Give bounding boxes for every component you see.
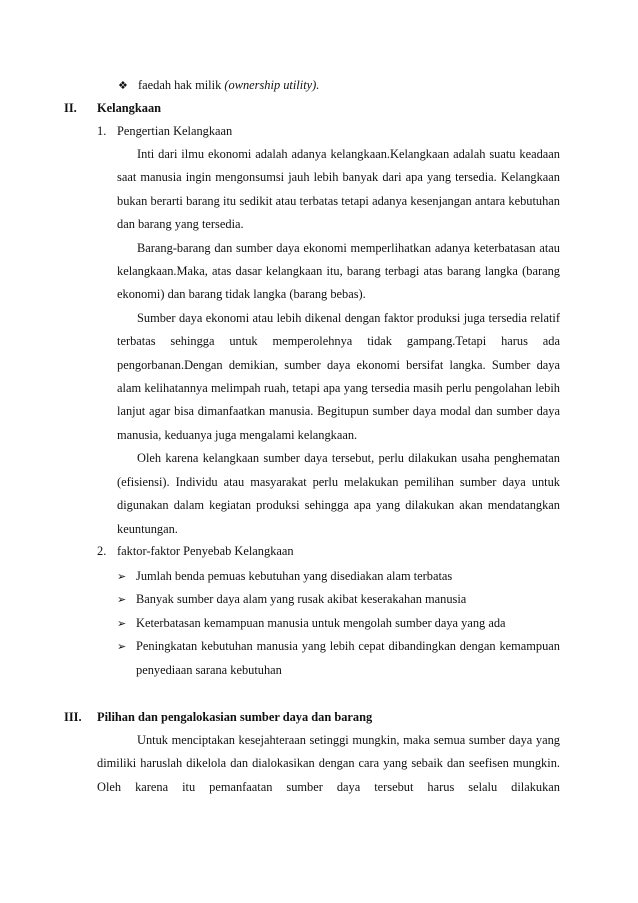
- diamond-bullet-icon: ❖: [118, 79, 128, 92]
- item-2-title: faktor-faktor Penyebab Kelangkaan: [117, 544, 294, 558]
- section-iii-paragraph: Untuk menciptakan kesejahteraan setinggi mungkin, maka semua sumber daya yang dimiliki haruslah dikelola dan dialokasikan dengan cara yang sebaik dan seefisen mungkin. Oleh karena itu pemanfaatan sumber daya tersebut harus selalu dilakukan: [97, 733, 560, 794]
- section-iii-heading: Pilihan dan pengalokasian sumber daya dan barang: [97, 710, 373, 724]
- item-1-paragraph-3: Sumber daya ekonomi atau lebih dikenal dengan faktor produksi juga tersedia relatif terbatas sehingga untuk memperolehnya tidak gampang.Tetapi harus ada pengorbanan.Dengan demikian, sumber daya ekonomi bersifat langka. Sumber daya alam kelihatannya melimpah ruah, tetapi apa yang tersedia masih perlu pengolahan lebih lanjut agar bisa dimanfaatkan manusia. Begitupun sumber daya modal dan sumber daya manusia, keduanya juga mengalami kelangkaan.: [117, 310, 560, 442]
- item-1-title: Pengertian Kelangkaan: [117, 124, 233, 138]
- intro-bullet-text: faedah hak milik: [138, 78, 222, 92]
- section-ii-heading: Kelangkaan: [97, 101, 162, 115]
- list-item: [117, 612, 560, 635]
- item-1-number: 1.: [97, 124, 107, 138]
- bullet-text: Jumlah benda pemuas kebutuhan yang disediakan alam terbatas: [136, 569, 453, 583]
- bullet-text: Keterbatasan kemampuan manusia untuk mengolah sumber daya yang ada: [136, 615, 506, 630]
- item-1-body: [117, 143, 560, 541]
- section-iii-numeral: III.: [64, 710, 82, 724]
- item-2-number: 2.: [97, 544, 107, 558]
- section-ii-numeral: II.: [64, 101, 77, 115]
- item-1-paragraph-2: Barang-barang dan sumber daya ekonomi memperlihatkan adanya keterbatasan atau kelangkaan.Maka, atas dasar kelangkaan itu, barang terbagi atas barang langka (barang ekonomi) dan barang tidak langka (barang bebas).: [117, 240, 560, 302]
- item-1-paragraph-1: Inti dari ilmu ekonomi adalah adanya kelangkaan.Kelangkaan adalah suatu keadaan saat manusia ingin mengonsumsi jauh lebih banyak dari apa yang tersedia. Kelangkaan bukan berarti barang itu sedikit atau terbatas tetapi adanya kesenjangan antara kebutuhan dan barang yang tersedia.: [117, 147, 560, 232]
- bullet-text: Peningkatan kebutuhan manusia yang lebih cepat dibandingkan dengan kemampuan penyediaan sarana kebutuhan: [136, 639, 560, 677]
- section-iii-body: [97, 729, 560, 799]
- list-item: [117, 588, 560, 611]
- arrow-bullet-icon: ➢: [117, 593, 127, 607]
- bullet-text: Banyak sumber daya alam yang rusak akibat keserakahan manusia: [136, 592, 467, 607]
- list-item: [117, 635, 560, 682]
- item-1-paragraph-4: Oleh karena kelangkaan sumber daya tersebut, perlu dilakukan usaha penghematan (efisiensi). Individu atau masyarakat perlu melakukan pemilihan sumber daya untuk digunakan dalam kegiatan produksi sehingga apa yang dilakukan akan mendatangkan keuntungan.: [117, 451, 560, 536]
- item-2-bullet-list: [117, 565, 560, 682]
- arrow-bullet-icon: ➢: [117, 640, 127, 654]
- arrow-bullet-icon: ➢: [117, 616, 127, 630]
- list-item: [117, 565, 560, 588]
- intro-bullet-italic: (ownership utility).: [224, 78, 320, 92]
- arrow-bullet-icon: ➢: [117, 570, 127, 583]
